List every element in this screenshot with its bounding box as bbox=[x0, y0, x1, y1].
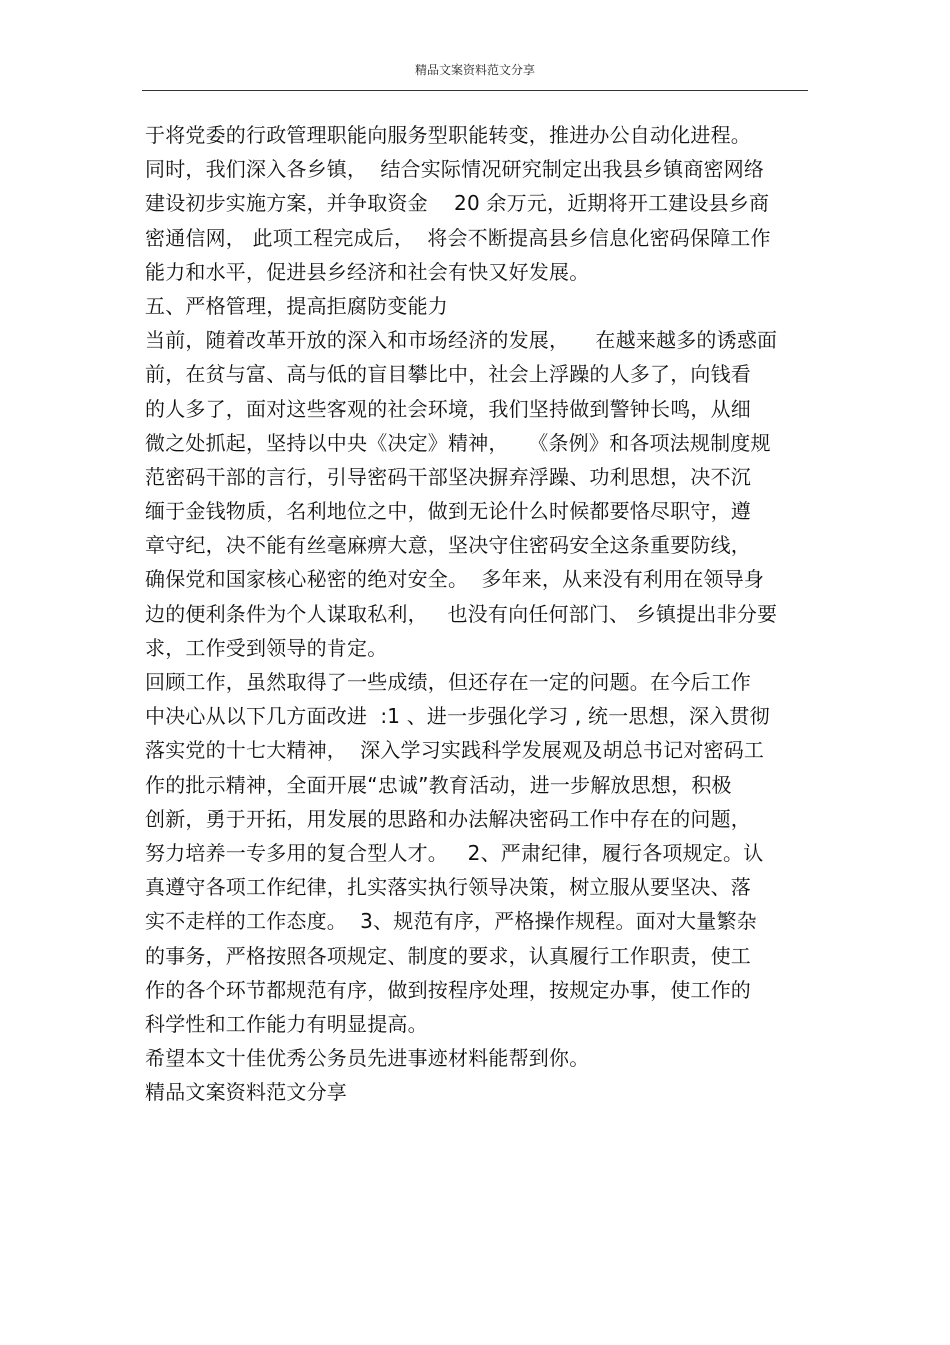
text-line: 创新，勇于开拓，用发展的思路和办法解决密码工作中存在的问题， bbox=[145, 806, 751, 831]
text-line: 作的批示精神，全面开展“忠诚”教育活动，进一步解放思想，积极 bbox=[145, 772, 732, 797]
text-line: 建设初步实施方案，并争取资金 20 余万元，近期将开工建设县乡商 bbox=[145, 191, 770, 216]
text-line: 能力和水平，促进县乡经济和社会有快又好发展。 bbox=[145, 259, 590, 284]
text-line: 同时，我们深入各乡镇， 结合实际情况研究制定出我县乡镇商密网络 bbox=[145, 157, 765, 182]
document-body bbox=[145, 118, 805, 1109]
text-line: 微之处抓起，坚持以中央《决定》精神， 《条例》和各项法规制度规 bbox=[145, 430, 771, 455]
text-line: 求，工作受到领导的肯定。 bbox=[145, 635, 388, 660]
footer-text: 精品文案资料范文分享 bbox=[145, 1080, 347, 1105]
text-line: 章守纪，决不能有丝毫麻痹大意，坚决守住密码安全这条重要防线， bbox=[145, 533, 751, 558]
text-line: 于将党委的行政管理职能向服务型职能转变，推进办公自动化进程。 bbox=[145, 123, 751, 147]
closing-line: 希望本文十佳优秀公务员先进事迹材料能帮到你。 bbox=[145, 1046, 590, 1071]
text-line: 前，在贫与富、高与低的盲目攀比中，社会上浮躁的人多了，向钱看 bbox=[145, 362, 751, 387]
text-line: 范密码干部的言行，引导密码干部坚决摒弃浮躁、功利思想，决不沉 bbox=[145, 464, 751, 489]
text-line: 努力培养一专多用的复合型人才。 2、严肃纪律，履行各项规定。认 bbox=[145, 840, 764, 865]
text-line: 边的便利条件为个人谋取私利， 也没有向任何部门、 乡镇提出非分要 bbox=[145, 601, 778, 626]
header-divider bbox=[142, 90, 808, 91]
text-line: 作的各个环节都规范有序，做到按程序处理，按规定办事，使工作的 bbox=[145, 977, 751, 1002]
text-line: 真遵守各项工作纪律，扎实落实执行领导决策，树立服从要坚决、落 bbox=[145, 875, 751, 900]
section-heading: 五、严格管理，提高拒腐防变能力 bbox=[145, 293, 448, 318]
text-line: 科学性和工作能力有明显提高。 bbox=[145, 1011, 428, 1036]
page-header: 精品文案资料范文分享 bbox=[414, 63, 535, 77]
text-line: 落实党的十七大精神， 深入学习实践科学发展观及胡总书记对密码工 bbox=[145, 738, 765, 763]
text-line: 中决心从以下几方面改进 :1 、进一步强化学习 , 统一思想，深入贯彻 bbox=[145, 704, 770, 729]
text-line: 确保党和国家核心秘密的绝对安全。 多年来，从来没有利用在领导身 bbox=[145, 567, 765, 592]
text-line: 的事务，严格按照各项规定、制度的要求，认真履行工作职责，使工 bbox=[145, 943, 751, 968]
text-line: 缅于金钱物质，名利地位之中，做到无论什么时候都要恪尽职守，遵 bbox=[145, 499, 751, 524]
text-line: 密通信网， 此项工程完成后， 将会不断提高县乡信息化密码保障工作 bbox=[145, 225, 771, 250]
text-line: 回顾工作，虽然取得了一些成绩，但还存在一定的问题。在今后工作 bbox=[145, 670, 751, 694]
text-line: 的人多了，面对这些客观的社会环境，我们坚持做到警钟长鸣，从细 bbox=[145, 396, 751, 421]
text-line: 实不走样的工作态度。 3、规范有序，严格操作规程。面对大量繁杂 bbox=[145, 909, 757, 934]
text-line: 当前，随着改革开放的深入和市场经济的发展， 在越来越多的诱惑面 bbox=[145, 328, 778, 353]
